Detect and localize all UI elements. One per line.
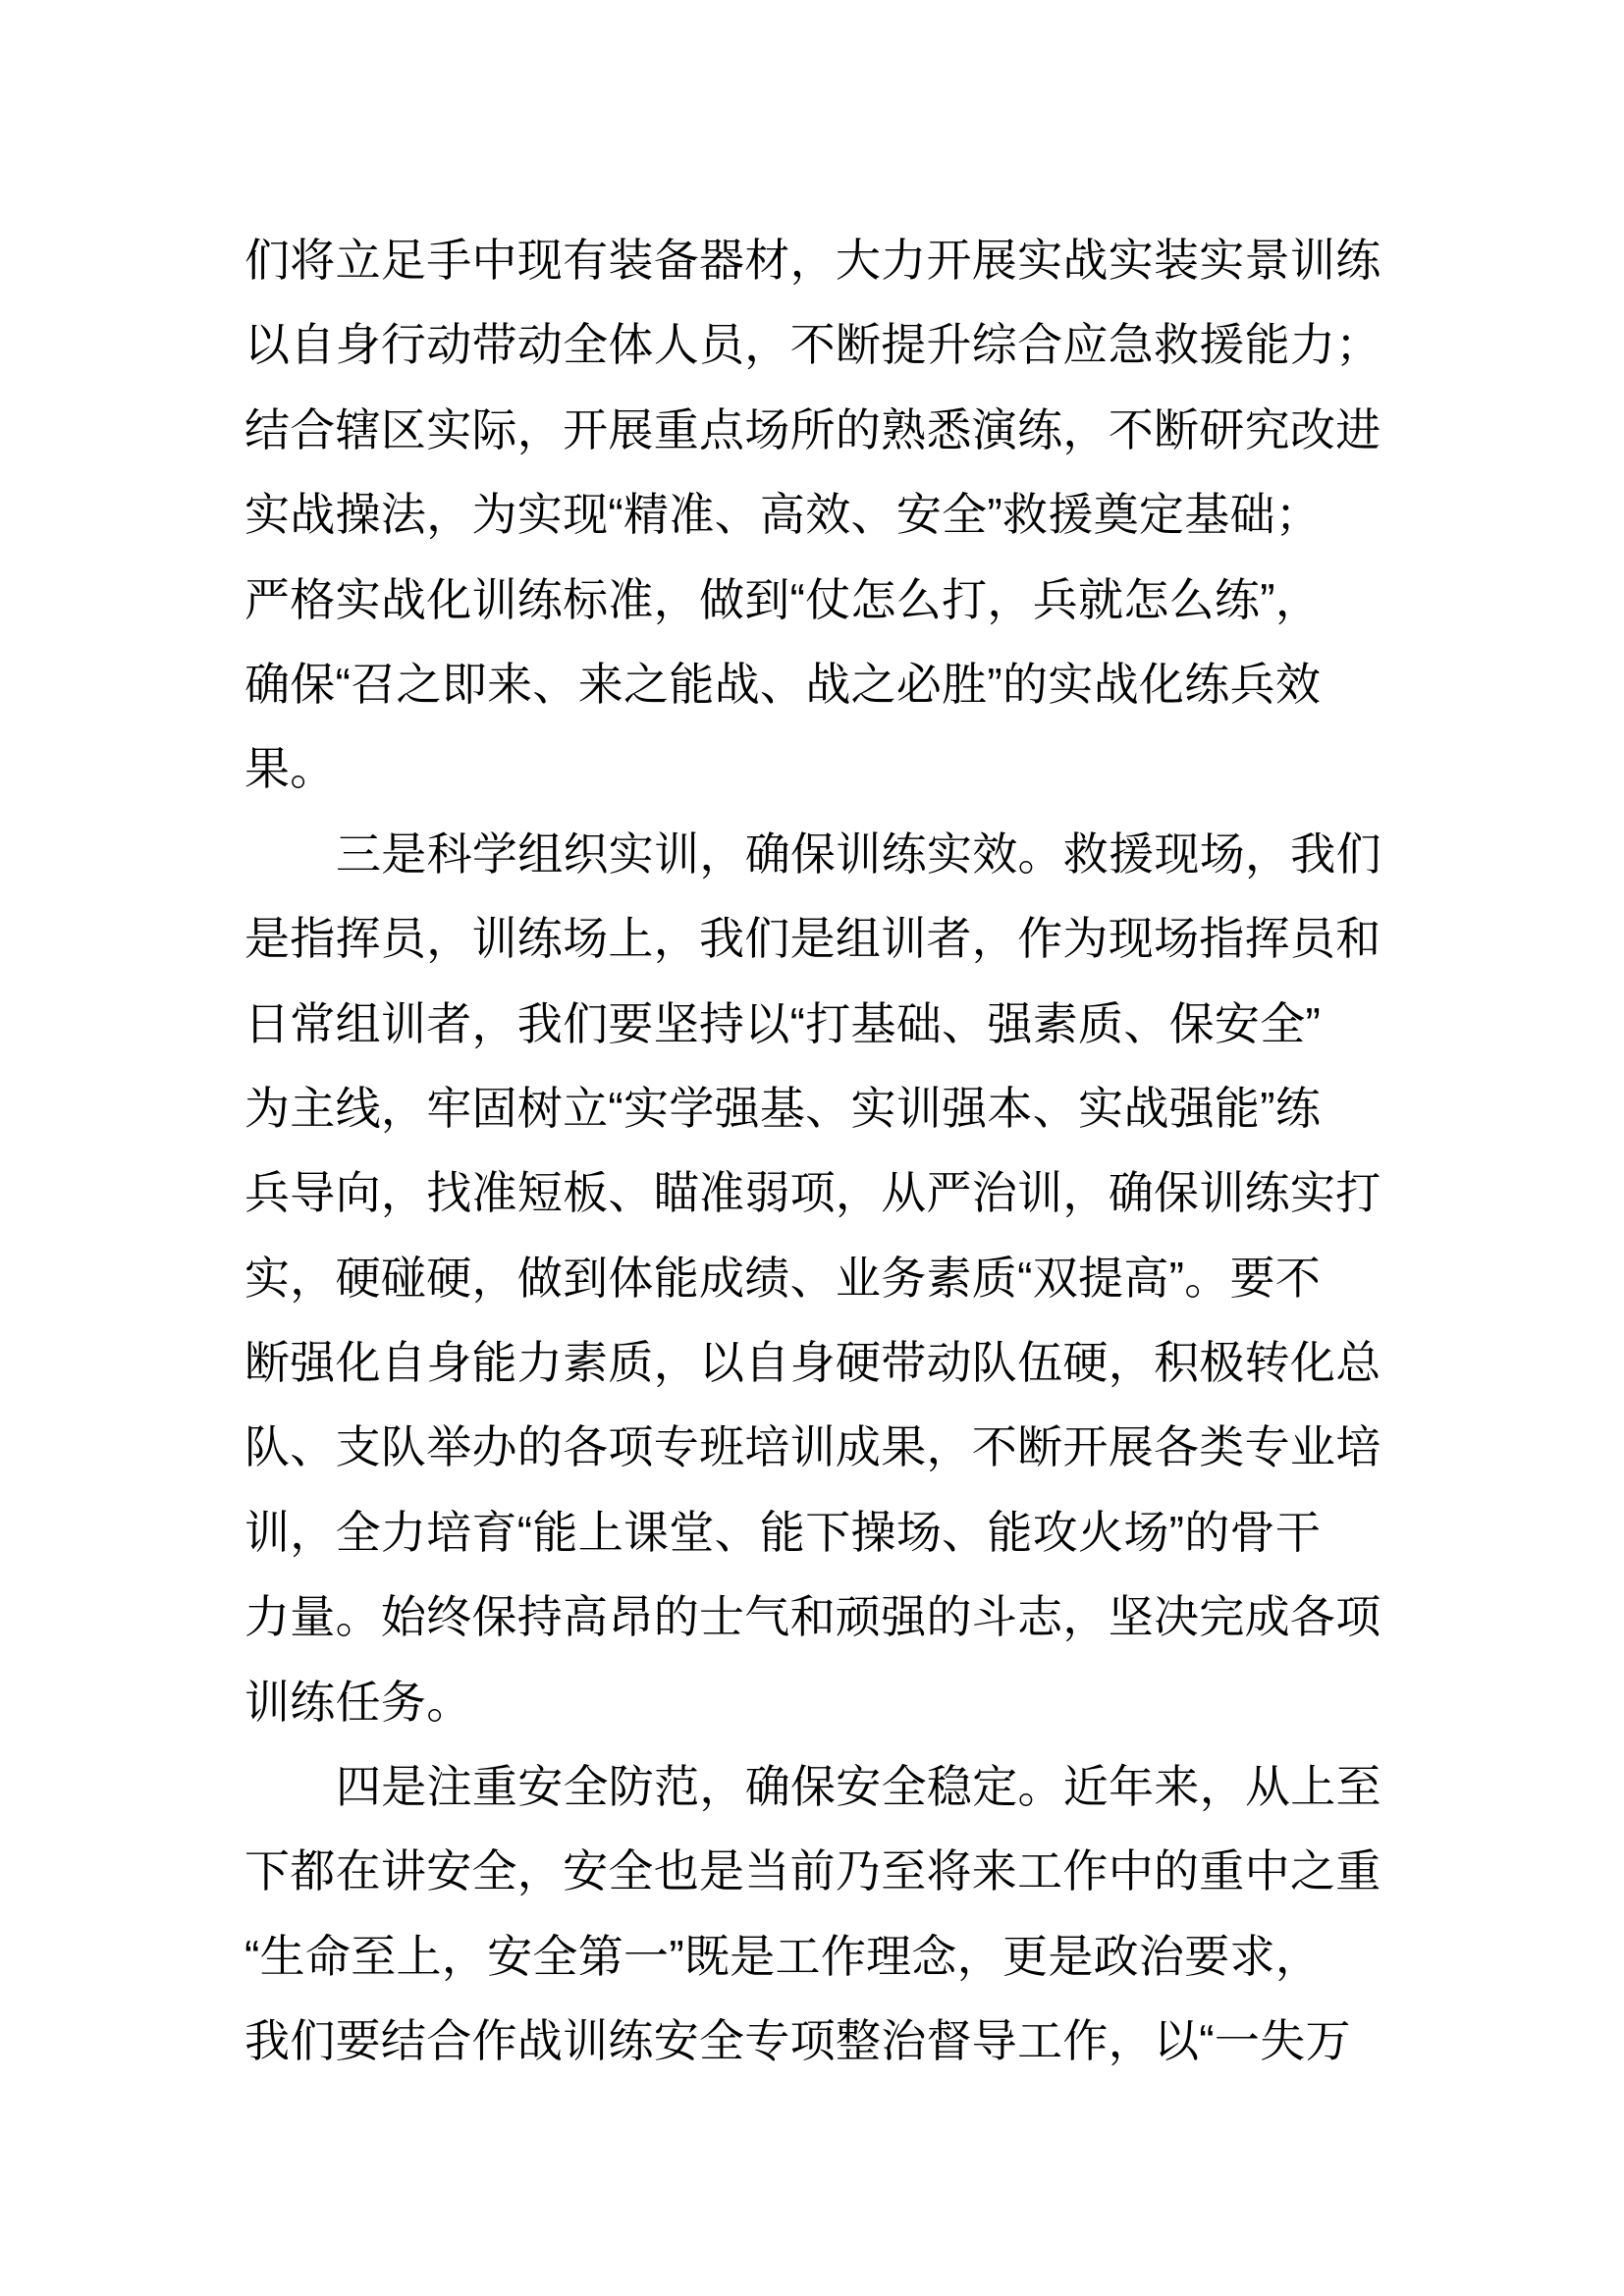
text-line: 结合辖区实际，开展重点场所的熟悉演练，不断研究改进 [244,403,1381,455]
text-line: 力量。始终保持高昂的士气和顽强的斗志，坚决完成各项 [244,1591,1381,1643]
text-line: 实战操法，为实现“精准、高效、安全”救援奠定基础； [244,489,1322,541]
document-body [244,218,1383,2084]
paragraph-point-three [244,812,1383,1744]
text-line: 们将立足手中现有装备器材，大力开展实战实装实景训练 [244,235,1381,286]
text-line: 下都在讲安全，安全也是当前乃至将来工作中的重中之重 [244,1845,1381,1897]
text-line: 断强化自身能力素质，以自身硬带动队伍硬，积极转化总 [244,1337,1381,1389]
text-line: 严格实战化训练标准，做到“仗怎么打，兵就怎么练”， [244,573,1322,625]
paragraph-point-four [244,1744,1383,2084]
text-line: 四是注重安全防范，确保安全稳定。近年来，从上至 [336,1761,1381,1813]
text-line: 我们要结合作战训练安全专项整治督导工作，以“一失万 [244,2015,1351,2067]
text-line: 训练任务。 [244,1676,472,1728]
text-line: 是指挥员，训练场上，我们是组训者，作为现场指挥员和 [244,913,1381,965]
text-line: 训，全力培育“能上课堂、能下操场、能攻火场”的骨干 [244,1506,1322,1558]
text-line: 三是科学组织实训，确保训练实效。救援现场，我们 [336,828,1381,880]
text-line: 队、支队举办的各项专班培训成果，不断开展各类专业培 [244,1421,1381,1473]
text-line: 为主线，牢固树立“实学强基、实训强本、实战强能”练 [244,1082,1322,1134]
text-line: 兵导向，找准短板、瞄准弱项，从严治训，确保训练实打 [244,1167,1381,1219]
text-line: 日常组训者，我们要坚持以“打基础、强素质、保安全” [244,997,1322,1049]
text-line: “生命至上，安全第一”既是工作理念，更是政治要求， [244,1930,1322,1982]
text-line: 实，硬碰硬，做到体能成绩、业务素质“双提高”。要不 [244,1252,1322,1304]
text-line: 确保“召之即来、来之能战、战之必胜”的实战化练兵效 [244,658,1322,710]
text-line: 以自身行动带动全体人员，不断提升综合应急救援能力； [244,319,1381,371]
text-line: 果。 [244,743,336,795]
paragraph-continuation [244,218,1383,812]
